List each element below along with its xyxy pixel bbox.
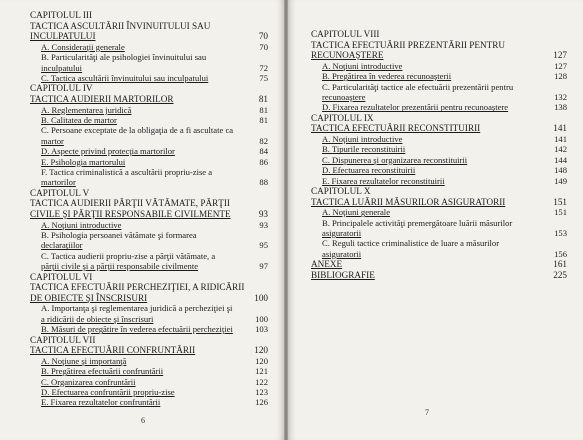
toc-entry-text: D. Efectuarea confruntării propriu-zise [41,387,175,398]
table-of-contents-left [30,10,268,408]
toc-page-number: 81 [259,104,268,115]
toc-entry-text: martor [41,135,64,146]
page-number: 6 [141,416,145,425]
toc-page-number: 141 [553,123,567,134]
toc-page-number: 151 [554,207,567,218]
toc-chapter-line [30,83,268,94]
toc-entry-text: recunoaştere [322,92,366,102]
page-number: 7 [425,408,429,417]
toc-entry-text: B. Psihologia persoanei vătămate şi formarea [41,230,197,241]
toc-chapter-line [30,94,268,105]
toc-section-line [30,115,268,125]
toc-entry-text: părţii civile şi a părţii responsabile civilmente [41,261,199,272]
toc-page-number: 161 [553,259,567,270]
toc-page-number: 126 [255,397,268,408]
toc-chapter-line [311,186,567,197]
toc-entry-text: DE OBIECTE ŞI ÎNSCRISURI [30,292,148,303]
toc-section-line [30,251,268,261]
toc-entry-text: a ridicării de obiecte şi înscrisuri [41,313,154,324]
toc-page-number: 127 [553,50,567,61]
toc-entry-text: C. Organizarea confruntării [41,376,136,387]
toc-chapter-line [30,293,268,304]
toc-section-line [30,73,268,83]
toc-page-number: 100 [254,292,268,303]
toc-entry-text: C. Tactica ascultării învinuitului sau inculpatului [41,73,209,83]
toc-entry-text: CAPITOLUL VII [30,334,96,345]
toc-page-number: 148 [554,165,567,176]
toc-section-line [30,314,268,324]
toc-page-number: 86 [259,156,268,167]
toc-section-line [30,146,268,156]
toc-section-line [311,249,567,259]
left-page [0,0,284,440]
toc-chapter-line [311,50,567,61]
toc-section-line [311,61,567,71]
toc-page-number: 123 [255,387,268,398]
toc-entry-text: TACTICA EFECTUĂRII CONFRUNTĂRII [30,345,196,356]
toc-entry-text: martorilor [41,177,76,188]
toc-page-number: 122 [255,376,268,387]
toc-entry-text: A. Noţiune şi importanţă [41,355,127,366]
toc-entry-text: asiguratorii [322,248,362,259]
toc-entry-text: B. Pregătirea în vederea recunoaşterii [322,71,452,82]
toc-entry-text: INCULPATULUI [30,31,96,42]
toc-page-number: 121 [255,366,268,377]
toc-entry-text: A. Noţiuni generale [322,207,391,218]
toc-page-number: 142 [554,144,567,155]
toc-entry-text: B. Tipurile reconstituirii [322,144,406,155]
toc-section-line [311,134,567,144]
toc-section-line [311,82,567,92]
toc-entry-text: C. Persoane exceptate de la obligaţia de a fi ascultate ca [41,125,234,136]
toc-page-number: 95 [259,240,268,251]
toc-page-number: 120 [255,355,268,366]
toc-page-number: 138 [554,102,567,113]
toc-chapter-line [311,113,567,124]
toc-entry-text: CAPITOLUL V [30,187,90,198]
toc-section-line [30,397,268,407]
toc-entry-text: A. Consideraţii generale [41,41,125,52]
toc-entry-text: E. Fixarea rezultatelor reconstituirii [322,175,445,186]
toc-entry-text: D. Efectuarea reconstituirii [322,165,416,176]
toc-chapter-line [30,345,268,356]
toc-page-number: 88 [259,177,268,188]
toc-entry-text: F. Tactica criminalistică a ascultării propriu-zise a [41,167,213,178]
toc-page-number: 120 [254,345,268,356]
toc-section-line [311,238,567,248]
toc-entry-text: RECUNOAŞTERE [311,50,384,61]
toc-entry-text: B. Pregătirea efectuării confruntării [41,366,164,377]
toc-page-number: 153 [554,228,567,239]
toc-page-number: 151 [553,196,567,207]
toc-chapter-line [311,40,567,51]
toc-entry-text: CIVILE ŞI PĂRŢII RESPONSABILE CIVILMENTE [30,209,231,220]
toc-chapter-line [311,29,567,40]
toc-section-line [311,165,567,175]
toc-section-line [30,125,268,135]
toc-entry-text: B. Particularităţi ale psihologiei învinuitului sau [41,52,207,63]
toc-page-number: 82 [259,135,268,146]
toc-chapter-line [311,123,567,134]
toc-entry-text: TACTICA EFECTUĂRII PERCHEZIŢIEI, A RIDICĂRII [30,282,245,293]
toc-section-line [30,377,268,387]
toc-entry-text: D. Aspecte privind protecţia martorilor [41,146,175,157]
toc-entry-text: asiguratorii [322,228,362,239]
toc-entry-text: A. Reglementarea juridică [41,104,132,115]
toc-entry-text: CAPITOLUL X [311,186,371,197]
toc-section-line [30,167,268,177]
toc-section-line [30,105,268,115]
toc-chapter-line [311,259,567,270]
toc-section-line [30,52,268,62]
toc-section-line [30,303,268,313]
toc-entry-text: declaraţiilor [41,240,83,251]
toc-entry-text: CAPITOLUL VI [30,271,93,282]
toc-chapter-line [30,198,268,209]
toc-entry-text: A. Noţiuni introductive [322,134,403,144]
toc-page-number: 81 [259,115,268,125]
toc-section-line [311,71,567,81]
toc-section-line [311,207,567,217]
toc-chapter-line [30,209,268,220]
toc-page-number: 128 [554,71,567,82]
toc-page-number: 144 [554,154,567,165]
toc-section-line [30,63,268,73]
toc-chapter-line [30,335,268,346]
toc-page-number: 141 [554,134,567,144]
toc-section-line [30,324,268,334]
toc-entry-text: TACTICA EFECTUĂRII PREZENTĂRII PENTRU [311,39,505,50]
toc-entry-text: E. Fixarea rezultatelor confruntării [41,397,161,408]
toc-entry-text: inculpatului [41,62,83,73]
toc-chapter-line [30,10,268,21]
toc-entry-text: D. Fixarea rezultatelor prezentării pentru recunoaştere [322,102,509,113]
toc-entry-text: TACTICA ASCULTĂRII ÎNVINUITULUI SAU [30,20,211,31]
toc-entry-text: C. Tactica audierii propriu-zise a părţii vătămate, a [41,250,216,261]
toc-page-number: 70 [259,41,268,52]
toc-page-number: 100 [255,313,268,324]
toc-page-number: 156 [554,248,567,259]
toc-entry-text: CAPITOLUL VIII [311,29,380,39]
toc-section-line [30,220,268,230]
toc-entry-text: BIBLIOGRAFIE [311,269,375,280]
toc-section-line [311,228,567,238]
toc-section-line [311,155,567,165]
toc-entry-text: A. Importanţa şi reglementarea juridică a percheziţiei şi [41,303,233,314]
toc-chapter-line [30,31,268,42]
toc-section-line [30,356,268,366]
toc-entry-text: ANEXE [311,259,343,270]
toc-page-number: 70 [258,31,268,42]
toc-entry-text: B. Măsuri de pregătire în vederea efectuării percheziţiei [41,324,233,335]
toc-page-number: 93 [258,209,268,220]
toc-chapter-line [30,188,268,199]
toc-chapter-line [30,272,268,283]
toc-section-line [30,387,268,397]
toc-chapter-line [30,21,268,32]
toc-page-number: 127 [554,60,567,71]
toc-section-line [30,366,268,376]
toc-page-number: 75 [259,73,268,83]
toc-chapter-line [311,270,567,281]
toc-entry-text: TACTICA EFECTUĂRII RECONSTITUIRII [311,123,481,134]
toc-entry-text: TACTICA AUDIERII MARTORILOR [30,94,174,104]
toc-section-line [311,218,567,228]
toc-entry-text: A. Noţiuni introductive [322,60,403,71]
toc-page-number: 149 [554,175,567,186]
toc-entry-text: CAPITOLUL IV [30,83,93,94]
toc-section-line [311,144,567,154]
table-of-contents-right [311,29,567,280]
toc-page-number: 225 [553,269,567,280]
toc-entry-text: TACTICA AUDIERII PĂRŢII VĂTĂMATE, PĂRŢII [30,198,230,209]
toc-entry-text: B. Calitatea de martor [41,115,117,125]
toc-section-line [311,92,567,102]
toc-entry-text: CAPITOLUL IX [311,112,374,123]
toc-page-number: 103 [255,324,268,335]
toc-entry-text: C. Dispunerea şi organizarea reconstituirii [322,154,468,165]
toc-entry-text: CAPITOLUL III [30,10,93,20]
toc-page-number: 84 [259,146,268,157]
toc-page-number: 97 [259,261,268,272]
toc-section-line [30,240,268,250]
toc-page-number: 132 [554,92,567,102]
toc-chapter-line [30,282,268,293]
toc-entry-text: C. Particularităţi tactice ale efectuării prezentării pentru [322,81,514,92]
toc-section-line [30,230,268,240]
toc-chapter-line [311,197,567,208]
toc-entry-text: B. Principalele activităţi premergătoare luării măsurilor [322,217,513,228]
toc-section-line [30,177,268,187]
toc-entry-text: C. Reguli tactice criminalistice de luare a măsurilor [322,238,500,249]
toc-section-line [311,176,567,186]
toc-entry-text: A. Noţiuni introductive [41,219,122,230]
toc-section-line [30,261,268,271]
toc-page-number: 93 [259,219,268,230]
toc-section-line [30,42,268,52]
right-page [288,0,583,440]
toc-entry-text: TACTICA LUĂRII MĂSURILOR ASIGURATORII [311,196,506,207]
toc-section-line [30,136,268,146]
toc-entry-text: E. Psihologia martorului [41,156,126,167]
toc-page-number: 81 [258,94,268,104]
toc-section-line [311,102,567,112]
toc-section-line [30,157,268,167]
toc-page-number: 72 [259,62,268,73]
